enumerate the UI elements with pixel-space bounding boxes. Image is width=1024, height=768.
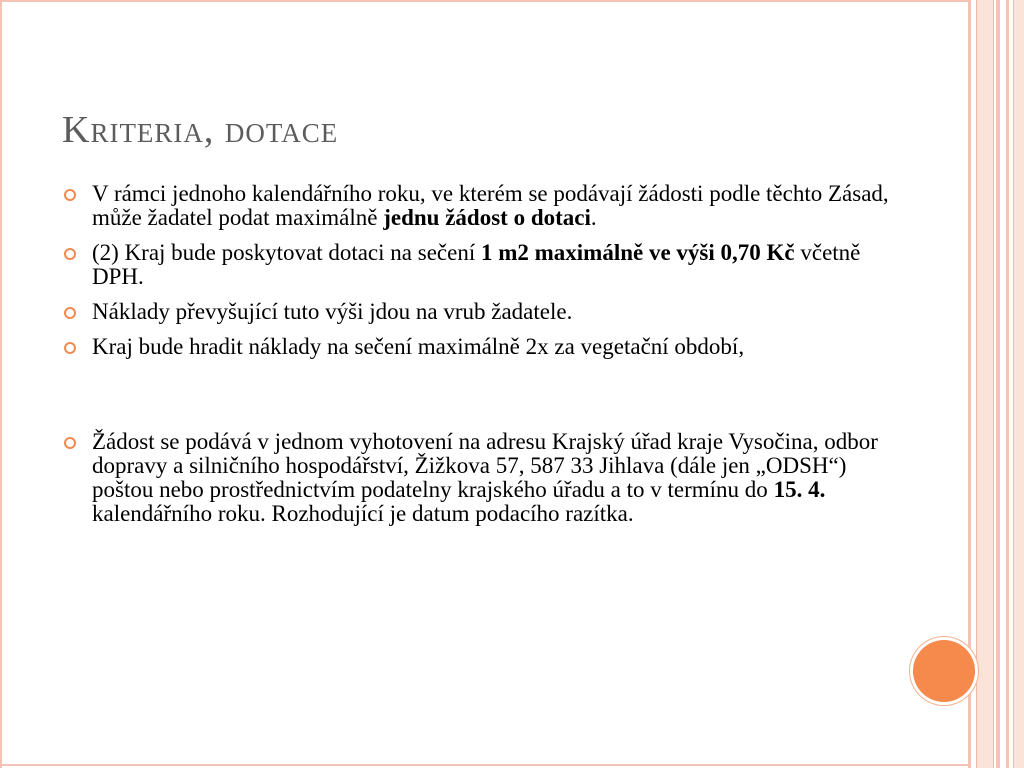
bullet-item (62, 430, 892, 526)
bullet-icon (64, 248, 76, 260)
left-border-line (0, 0, 2, 768)
bullet-list (62, 182, 892, 526)
bullet-icon (64, 189, 76, 201)
bullet-icon (64, 307, 76, 319)
right-decorative-band (996, 0, 1000, 768)
bullet-icon (64, 437, 76, 449)
bullet-bold-text: 1 m2 maximálně ve výši 0,70 Kč (480, 240, 795, 265)
top-border-line (0, 0, 970, 2)
bullet-item (62, 241, 892, 289)
bullet-text: Náklady převyšující tuto výši jdou na vrub žadatele. (92, 299, 573, 324)
right-decorative-band (976, 0, 994, 768)
bottom-border-line (0, 764, 970, 766)
decorative-circle-icon (913, 640, 975, 702)
bullet-bold-text: 15. 4. (773, 477, 826, 502)
bullet-text: (2) Kraj bude poskytovat dotaci na sečení (92, 240, 481, 265)
bullet-text: kalendářního roku. Rozhodující je datum podacího razítka. (92, 501, 634, 526)
bullet-bold-text: jednu žádost o dotaci (383, 205, 591, 230)
bullet-icon (64, 342, 76, 354)
right-decorative-band (1013, 0, 1024, 768)
bullet-text: Kraj bude hradit náklady na sečení maximálně 2x za vegetační období, (92, 334, 745, 359)
bullet-text: Žádost se podává v jednom vyhotovení na adresu Krajský úřad kraje Vysočina, odbor dopravy a silničního hospodářství, Žižkova 57, 587 33 Jihlava (dále jen „ODSH“) poštou nebo prostřednictvím podatelny krajského úřadu a to v termínu do (92, 429, 878, 502)
slide-title: Kriteria, dotace (62, 109, 339, 151)
bullet-text: . (590, 205, 597, 230)
bullet-text: V rámci jednoho kalendářního roku, ve kterém se podávají žádosti podle těchto Zásad, může žadatel podat maximálně (92, 181, 889, 230)
bullet-item (62, 182, 892, 230)
bullet-item (62, 335, 892, 359)
bullet-text: včetně DPH. (92, 240, 861, 289)
bullet-item (62, 300, 892, 324)
right-decorative-band (1006, 0, 1009, 768)
